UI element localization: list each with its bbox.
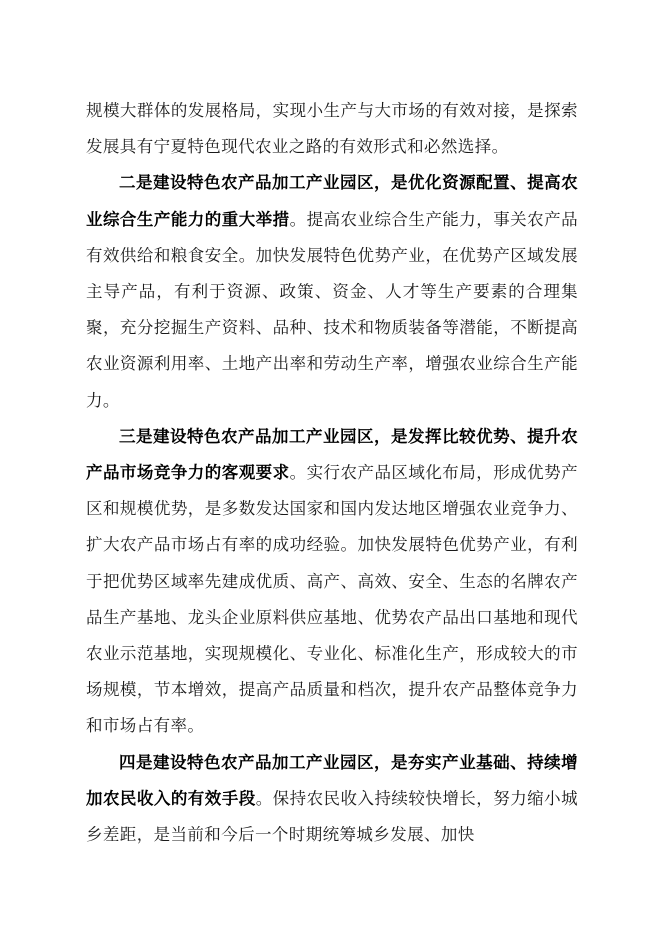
paragraph-4-bold: 四是建设特色农产品加工产业园区，是夯实产业基础、持续增加农民收入的有效手段	[86, 752, 578, 808]
paragraph-continuation	[86, 93, 578, 165]
paragraph-point-four	[86, 745, 578, 854]
paragraph-2-text: 。提高农业综合生产能力，事关农产品有效供给和粮食安全。加快发展特色优势产业，在优势产区域发展主导产品，有利于资源、政策、资金、人才等生产要素的合理集聚，充分挖掘生产资料、品种、技术和物质装备等潜能，不断提高农业资源利用率、土地产出率和劳动生产率，增强农业综合生产能力。	[86, 209, 578, 410]
paragraph-point-two	[86, 165, 578, 418]
paragraph-4-text: 。保持农民收入持续较快增长，努力缩小城乡差距，是当前和今后一个时期统筹城乡发展、加快	[86, 788, 579, 845]
paragraph-3-bold: 三是建设特色农产品加工产业园区，是发挥比较优势、提升农产品市场竞争力的客观要求	[86, 426, 578, 483]
paragraph-1-text: 规模大群体的发展格局，实现小生产与大市场的有效对接，是探索发展具有宁夏特色现代农业之路的有效形式和必然选择。	[86, 101, 578, 157]
paragraph-point-three	[86, 419, 578, 745]
document-body	[86, 93, 578, 853]
paragraph-3-text: 。实行农产品区域化布局，形成优势产区和规模优势，是多数发达国家和国内发达地区增强农业竞争力、扩大农产品市场占有率的成功经验。加快发展特色优势产业，有利于把优势区域率先建成优质、高产、高效、安全、生态的名牌农产品生产基地、龙头企业原料供应基地、优势农产品出口基地和现代农业示范基地，实现规模化、专业化、标准化生产，形成较大的市场规模，节本增效，提高产品质量和档次，提升农产品整体竞争力和市场占有率。	[86, 463, 578, 736]
paragraph-2-bold: 二是建设特色农产品加工产业园区，是优化资源配置、提高农业综合生产能力的重大举措	[86, 173, 578, 229]
